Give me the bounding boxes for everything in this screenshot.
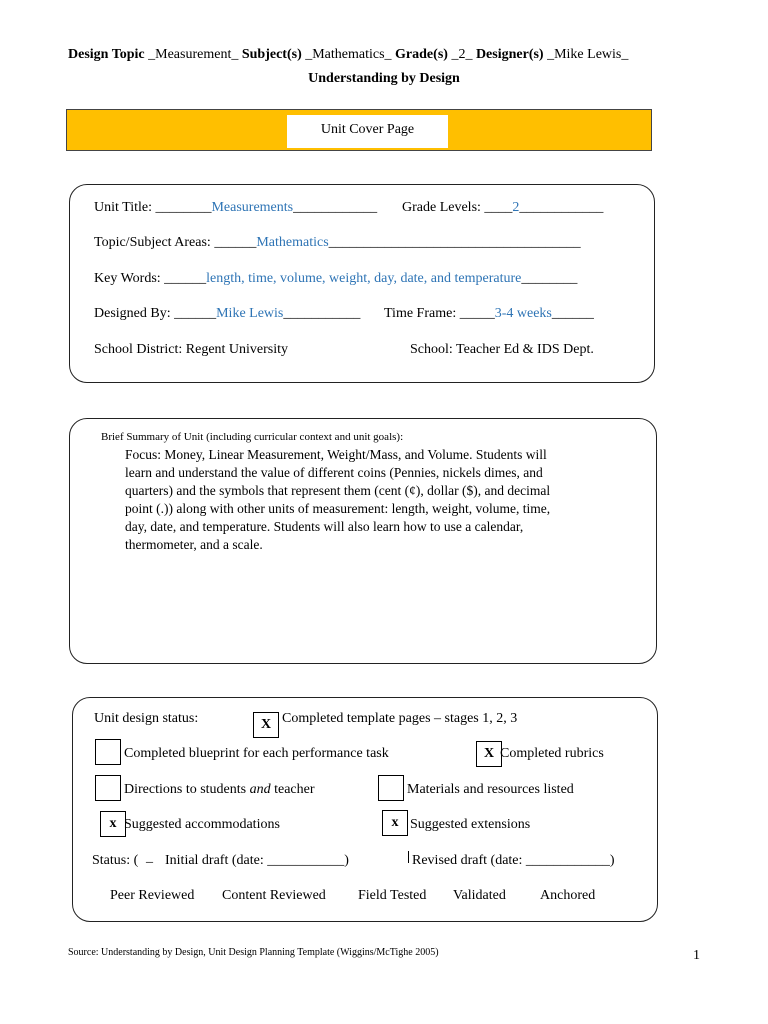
- time-frame-label: Time Frame: _____: [384, 306, 495, 321]
- designer-value: _Mike Lewis_: [543, 47, 629, 62]
- unit-title-row: [94, 200, 377, 216]
- directions-checkbox[interactable]: [95, 775, 121, 801]
- banner-label: Unit Cover Page: [287, 115, 448, 148]
- template-pages-checkbox[interactable]: X: [253, 712, 279, 738]
- review-anchored: Anchored: [540, 888, 596, 903]
- directions-label: [124, 782, 315, 798]
- blueprint-checkbox[interactable]: [95, 739, 121, 765]
- designed-by-underline: ___________: [283, 306, 361, 321]
- design-topic-label: Design Topic: [68, 47, 145, 62]
- directions-label-post: teacher: [270, 782, 315, 797]
- topic-label: Topic/Subject Areas: ______: [94, 235, 257, 250]
- school-name: School: Teacher Ed & IDS Dept.: [410, 342, 594, 357]
- grade-label: Grade(s): [395, 47, 448, 62]
- review-content: Content Reviewed: [222, 888, 326, 903]
- topic-underline: ____________________________________: [328, 235, 581, 250]
- accommodations-checkbox[interactable]: x: [100, 811, 126, 837]
- subject-label: Subject(s): [241, 47, 302, 62]
- status-underscore: _: [146, 850, 153, 865]
- page-subtitle: Understanding by Design: [308, 71, 460, 86]
- design-status-label: Unit design status:: [94, 711, 199, 726]
- page-number: 1: [693, 948, 700, 963]
- materials-label: Materials and resources listed: [407, 782, 574, 797]
- designed-by-label: Designed By: ______: [94, 306, 217, 321]
- grade-levels-row: [402, 200, 603, 216]
- review-validated: Validated: [453, 888, 506, 903]
- summary-card: [69, 418, 657, 664]
- directions-label-pre: Directions to students: [124, 782, 250, 797]
- divider: [408, 851, 409, 863]
- time-frame-underline: ______: [551, 306, 594, 321]
- design-status-card: [72, 697, 658, 922]
- accommodations-label: Suggested accommodations: [124, 817, 280, 832]
- unit-title-underline: ____________: [293, 200, 378, 215]
- unit-info-card: [69, 184, 655, 383]
- review-field-tested: Field Tested: [358, 888, 427, 903]
- extensions-checkbox[interactable]: x: [382, 810, 408, 836]
- review-peer: Peer Reviewed: [110, 888, 195, 903]
- source-footnote: Source: Understanding by Design, Unit Design Planning Template (Wiggins/McTighe 2005): [68, 947, 439, 958]
- rubrics-label: Completed rubrics: [500, 746, 604, 761]
- designed-by-row: [94, 306, 360, 322]
- keywords-row: [94, 271, 577, 287]
- unit-title-value: Measurements: [211, 200, 294, 215]
- template-pages-label: Completed template pages – stages 1, 2, 3: [282, 711, 518, 726]
- subject-value: _Mathematics_: [301, 47, 396, 62]
- cover-page-banner: [66, 109, 652, 151]
- document-header: [68, 47, 628, 63]
- directions-label-emphasis: and: [249, 782, 271, 797]
- grade-levels-label: Grade Levels: ____: [402, 200, 513, 215]
- unit-title-label: Unit Title: ________: [94, 200, 212, 215]
- design-topic-value: _Measurement_: [144, 47, 242, 62]
- rubrics-checkbox[interactable]: X: [476, 741, 502, 767]
- initial-draft-field[interactable]: Initial draft (date: ___________): [165, 853, 349, 868]
- keywords-underline: ________: [521, 271, 578, 286]
- designer-label: Designer(s): [475, 47, 544, 62]
- grade-value: _2_: [447, 47, 476, 62]
- time-frame-row: [384, 306, 594, 322]
- status-label: Status: (: [92, 853, 139, 868]
- topic-row: [94, 235, 581, 251]
- grade-levels-value: 2: [512, 200, 520, 215]
- time-frame-value: 3-4 weeks: [494, 306, 552, 321]
- summary-line: learn and understand the value of different coins (Pennies, nickels dimes, and: [125, 465, 543, 480]
- keywords-value: length, time, volume, weight, day, date, and temperature: [206, 271, 522, 286]
- extensions-label: Suggested extensions: [410, 817, 531, 832]
- summary-line: day, date, and temperature. Students will also learn how to use a calendar,: [125, 519, 524, 534]
- summary-line: thermometer, and a scale.: [125, 537, 263, 552]
- summary-line: Focus: Money, Linear Measurement, Weight/Mass, and Volume. Students will: [125, 447, 547, 462]
- summary-line: point (.)) along with other units of measurement: length, weight, volume, time,: [125, 501, 551, 516]
- summary-line: quarters) and the symbols that represent them (cent (¢), dollar ($), and decimal: [125, 483, 551, 498]
- blueprint-label: Completed blueprint for each performance task: [124, 746, 389, 761]
- grade-levels-underline: ____________: [519, 200, 604, 215]
- revised-draft-field[interactable]: Revised draft (date: ____________): [412, 853, 615, 868]
- topic-value: Mathematics: [256, 235, 329, 250]
- school-district: School District: Regent University: [94, 342, 289, 357]
- summary-heading: Brief Summary of Unit (including curricular context and unit goals):: [101, 431, 404, 443]
- designed-by-value: Mike Lewis: [216, 306, 284, 321]
- keywords-label: Key Words: ______: [94, 271, 207, 286]
- materials-checkbox[interactable]: [378, 775, 404, 801]
